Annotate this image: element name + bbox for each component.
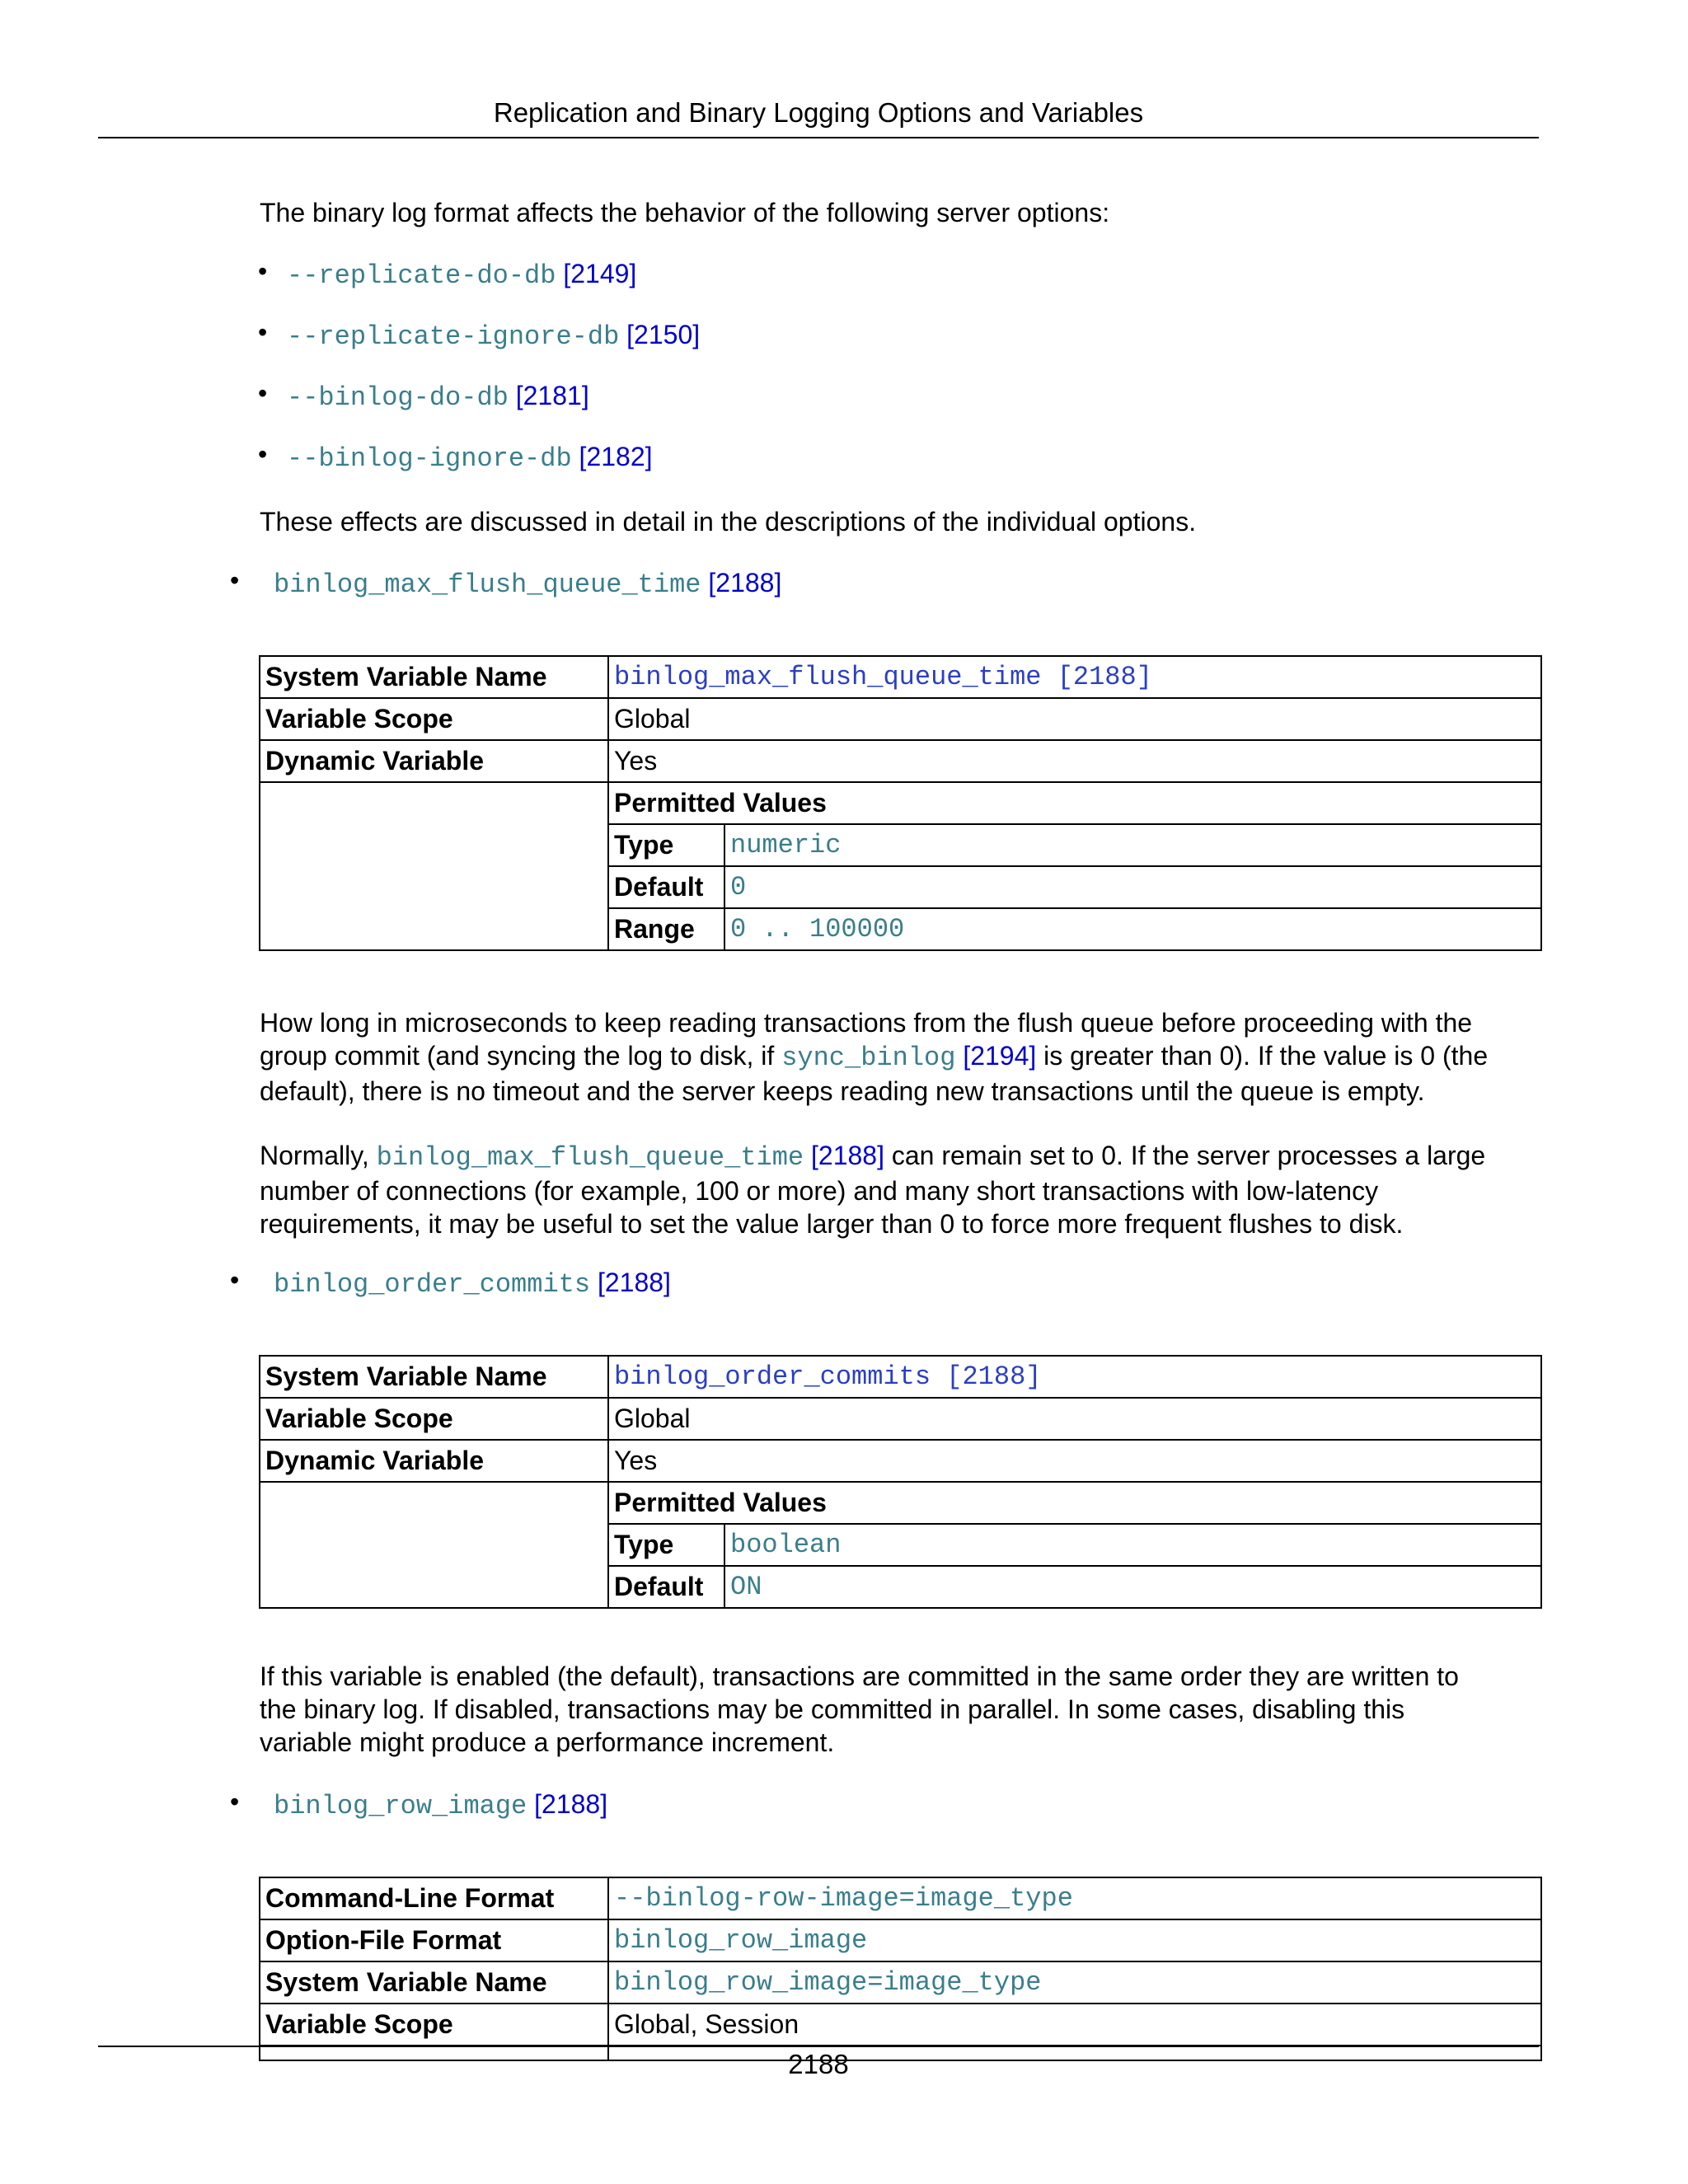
- section-heading-binlog-order-commits[interactable]: [274, 1266, 671, 1301]
- description-paragraph: [260, 1139, 1545, 1240]
- table-value: ON: [724, 1566, 1541, 1608]
- table-label: Variable Scope: [260, 698, 608, 740]
- page-ref-link[interactable]: [2188]: [597, 1268, 671, 1297]
- variable-name[interactable]: binlog_max_flush_queue_time: [274, 569, 701, 600]
- code-link[interactable]: binlog_max_flush_queue_time: [376, 1142, 804, 1173]
- list-item[interactable]: [287, 257, 636, 293]
- list-item[interactable]: [287, 379, 589, 415]
- description-paragraph: [260, 1006, 1545, 1108]
- table-label: Dynamic Variable: [260, 740, 608, 782]
- table-label: Type: [608, 1524, 724, 1566]
- paragraph-text: can remain set to 0. If the server processes a large number of connections (for example, 100 or more) and many short transactions with low-latency requirements, it may be useful to set the value larger than 0 to force more frequent flushes to disk.: [260, 1141, 1486, 1239]
- page-ref-link[interactable]: [2188]: [708, 568, 782, 598]
- option-name[interactable]: --replicate-do-db: [287, 260, 556, 291]
- header-rule: [98, 137, 1539, 138]
- paragraph-text: How long in microseconds to keep reading transactions from the flush queue before proceeding with the group commit (and syncing the log to disk, if: [260, 1008, 1473, 1071]
- list-item[interactable]: [287, 440, 653, 476]
- table-label: Command-Line Format: [260, 1877, 608, 1919]
- paragraph-text: is greater than 0). If the value is 0 (the default), there is no timeout and the server keeps reading new transactions until the queue is empty.: [260, 1041, 1489, 1106]
- table-label: Variable Scope: [260, 2004, 608, 2046]
- bullet-dot: •: [258, 317, 268, 347]
- table-value-link[interactable]: binlog_order_commits [2188]: [608, 1356, 1541, 1398]
- variable-table-binlog-max-flush-queue-time: [259, 655, 1542, 951]
- bullet-dot: •: [258, 256, 268, 286]
- footer-rule: [98, 2046, 1539, 2047]
- description-paragraph: If this variable is enabled (the default), transactions are committed in the same order they are written to the binary log. If disabled, transactions may be committed in parallel. In some cases, disabling this variable might produce a performance increment.: [260, 1661, 1459, 1757]
- page-header-title: Replication and Binary Logging Options and Variables: [493, 97, 1144, 128]
- page-ref-link[interactable]: [2188]: [811, 1141, 884, 1170]
- table-value: Global: [608, 1398, 1541, 1440]
- intro-closing: These effects are discussed in detail in the descriptions of the individual options.: [260, 507, 1197, 537]
- section-heading-binlog-row-image[interactable]: [274, 1788, 607, 1823]
- page-ref-link[interactable]: [2194]: [963, 1041, 1037, 1071]
- table-label: Default: [608, 1566, 724, 1608]
- table-label: Option-File Format: [260, 1919, 608, 1961]
- code-link[interactable]: sync_binlog: [781, 1043, 956, 1073]
- table-subheader: Permitted Values: [608, 782, 1541, 824]
- variable-table-binlog-order-commits: [259, 1355, 1542, 1609]
- table-value: binlog_row_image=image_type: [608, 1961, 1541, 2004]
- section-heading-binlog-max-flush-queue-time[interactable]: [274, 566, 781, 602]
- option-name[interactable]: --binlog-ignore-db: [287, 443, 572, 474]
- bullet-dot: •: [230, 565, 240, 595]
- table-value: 0 .. 100000: [724, 908, 1541, 950]
- table-subheader: Permitted Values: [608, 1482, 1541, 1524]
- table-empty-cell: [260, 1482, 608, 1608]
- variable-table-binlog-row-image: [259, 1877, 1542, 2061]
- table-label: Range: [608, 908, 724, 950]
- table-label: System Variable Name: [260, 656, 608, 698]
- table-label: Variable Scope: [260, 1398, 608, 1440]
- table-value-link[interactable]: binlog_max_flush_queue_time [2188]: [608, 656, 1541, 698]
- page-ref-link[interactable]: [2188]: [534, 1789, 608, 1819]
- table-label: System Variable Name: [260, 1356, 608, 1398]
- table-value: Global, Session: [608, 2004, 1541, 2046]
- table-label: Default: [608, 866, 724, 908]
- table-label: Type: [608, 824, 724, 866]
- table-value: Yes: [608, 1440, 1541, 1482]
- table-value: 0: [724, 866, 1541, 908]
- table-label: System Variable Name: [260, 1961, 608, 2004]
- variable-name[interactable]: binlog_row_image: [274, 1791, 528, 1821]
- bullet-dot: •: [230, 1787, 240, 1816]
- paragraph-text: Normally,: [260, 1141, 377, 1170]
- page-ref-link[interactable]: [2181]: [515, 381, 589, 410]
- page-ref-link[interactable]: [2149]: [563, 259, 637, 288]
- table-value: --binlog-row-image=image_type: [608, 1877, 1541, 1919]
- page-number: 2188: [788, 2049, 849, 2079]
- page-ref-link[interactable]: [2150]: [626, 320, 701, 349]
- page-ref-link[interactable]: [2182]: [579, 442, 653, 471]
- bullet-dot: •: [258, 439, 268, 469]
- table-value: Global: [608, 698, 1541, 740]
- intro-text: The binary log format affects the behavior of the following server options:: [260, 198, 1110, 227]
- bullet-dot: •: [258, 378, 268, 408]
- table-value: Yes: [608, 740, 1541, 782]
- table-value: numeric: [724, 824, 1541, 866]
- variable-name[interactable]: binlog_order_commits: [274, 1269, 591, 1300]
- table-value: binlog_row_image: [608, 1919, 1541, 1961]
- table-label: Dynamic Variable: [260, 1440, 608, 1482]
- table-empty-cell: [260, 782, 608, 950]
- table-value: boolean: [724, 1524, 1541, 1566]
- option-name[interactable]: --replicate-ignore-db: [287, 321, 620, 352]
- list-item[interactable]: [287, 318, 700, 354]
- bullet-dot: •: [230, 1265, 240, 1295]
- option-name[interactable]: --binlog-do-db: [287, 382, 509, 413]
